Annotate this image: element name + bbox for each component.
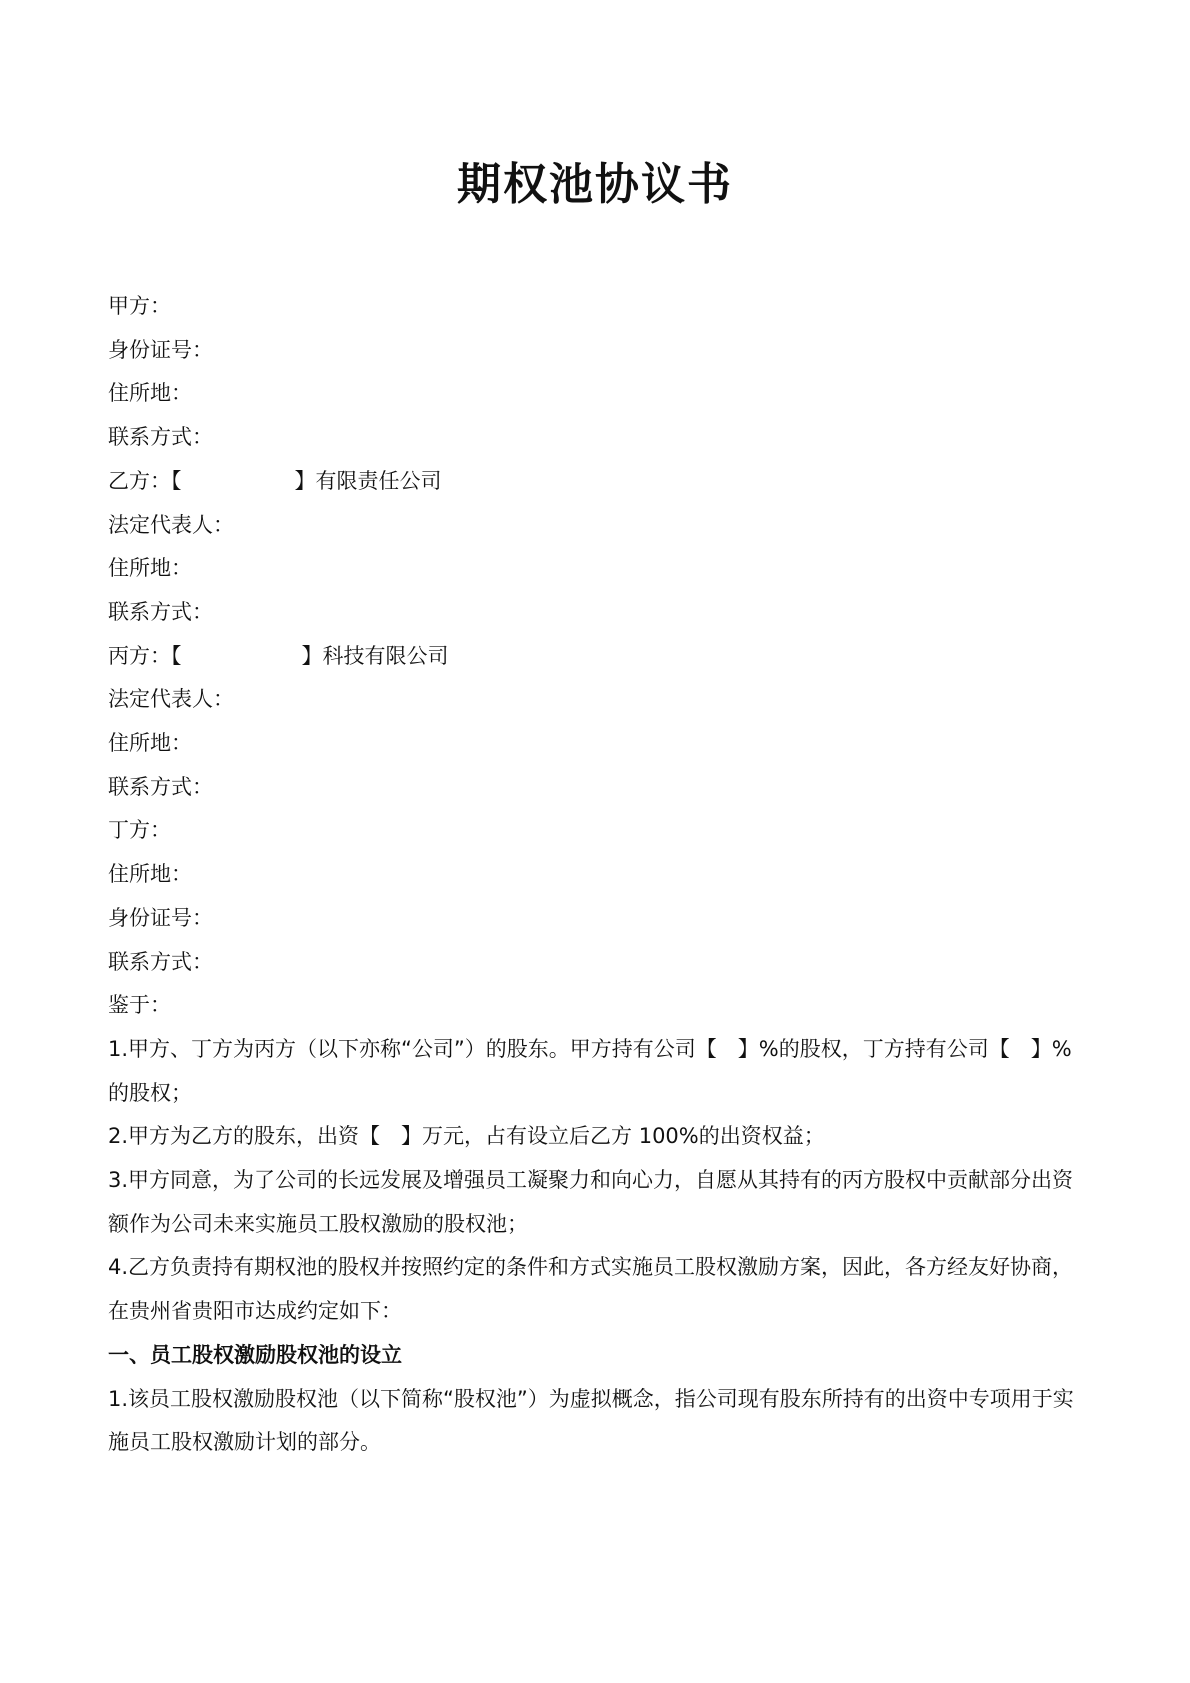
party-c-address: 住所地： xyxy=(108,731,192,756)
party-b-line xyxy=(108,460,1083,504)
party-b-contact: 联系方式： xyxy=(108,599,213,624)
party-d-label: 丁方： xyxy=(108,818,171,843)
party-a-id-number: 身份证号： xyxy=(108,337,213,362)
party-c-label: 丙方：【 xyxy=(108,643,182,668)
party-a-contact: 联系方式： xyxy=(108,425,213,450)
party-d-contact: 联系方式： xyxy=(108,949,213,974)
party-c-legal-rep: 法定代表人： xyxy=(108,687,234,712)
whereas-item-4: 4.乙方负责持有期权池的股权并按照约定的条件和方式实施员工股权激励方案，因此，各方经友好协商，在贵州省贵阳市达成约定如下： xyxy=(108,1255,1074,1324)
party-c-line xyxy=(108,635,1083,679)
party-b-suffix: 】有限责任公司 xyxy=(294,468,442,493)
whereas-label: 鉴于： xyxy=(108,993,171,1018)
party-c-contact: 联系方式： xyxy=(108,774,213,799)
whereas-item-2: 2.甲方为乙方的股东，出资【 】万元，占有设立后乙方 100%的出资权益； xyxy=(108,1124,825,1149)
whereas-item-1: 1.甲方、丁方为丙方（以下亦称“公司”）的股东。甲方持有公司【 】%的股权，丁方持有公司【 】%的股权； xyxy=(108,1036,1072,1105)
party-a-address: 住所地： xyxy=(108,381,192,406)
party-d-id-number: 身份证号： xyxy=(108,905,213,930)
party-b-legal-rep: 法定代表人： xyxy=(108,512,234,537)
party-c-suffix: 】科技有限公司 xyxy=(301,643,449,668)
document-body xyxy=(108,285,1083,1465)
party-b-label: 乙方：【 xyxy=(108,468,182,493)
party-a-label: 甲方： xyxy=(108,294,171,318)
section-1-clause-1: 1.该员工股权激励股权池（以下简称“股权池”）为虚拟概念，指公司现有股东所持有的出资中专项用于实施员工股权激励计划的部分。 xyxy=(108,1386,1074,1455)
party-b-address: 住所地： xyxy=(108,556,192,581)
section-1-heading: 一、员工股权激励股权池的设立 xyxy=(108,1342,402,1367)
whereas-item-3: 3.甲方同意，为了公司的长远发展及增强员工凝聚力和向心力，自愿从其持有的丙方股权中贡献部分出资额作为公司未来实施员工股权激励的股权池； xyxy=(108,1168,1074,1236)
document-title: 期权池协议书 xyxy=(457,159,733,210)
party-d-address: 住所地： xyxy=(108,862,192,887)
